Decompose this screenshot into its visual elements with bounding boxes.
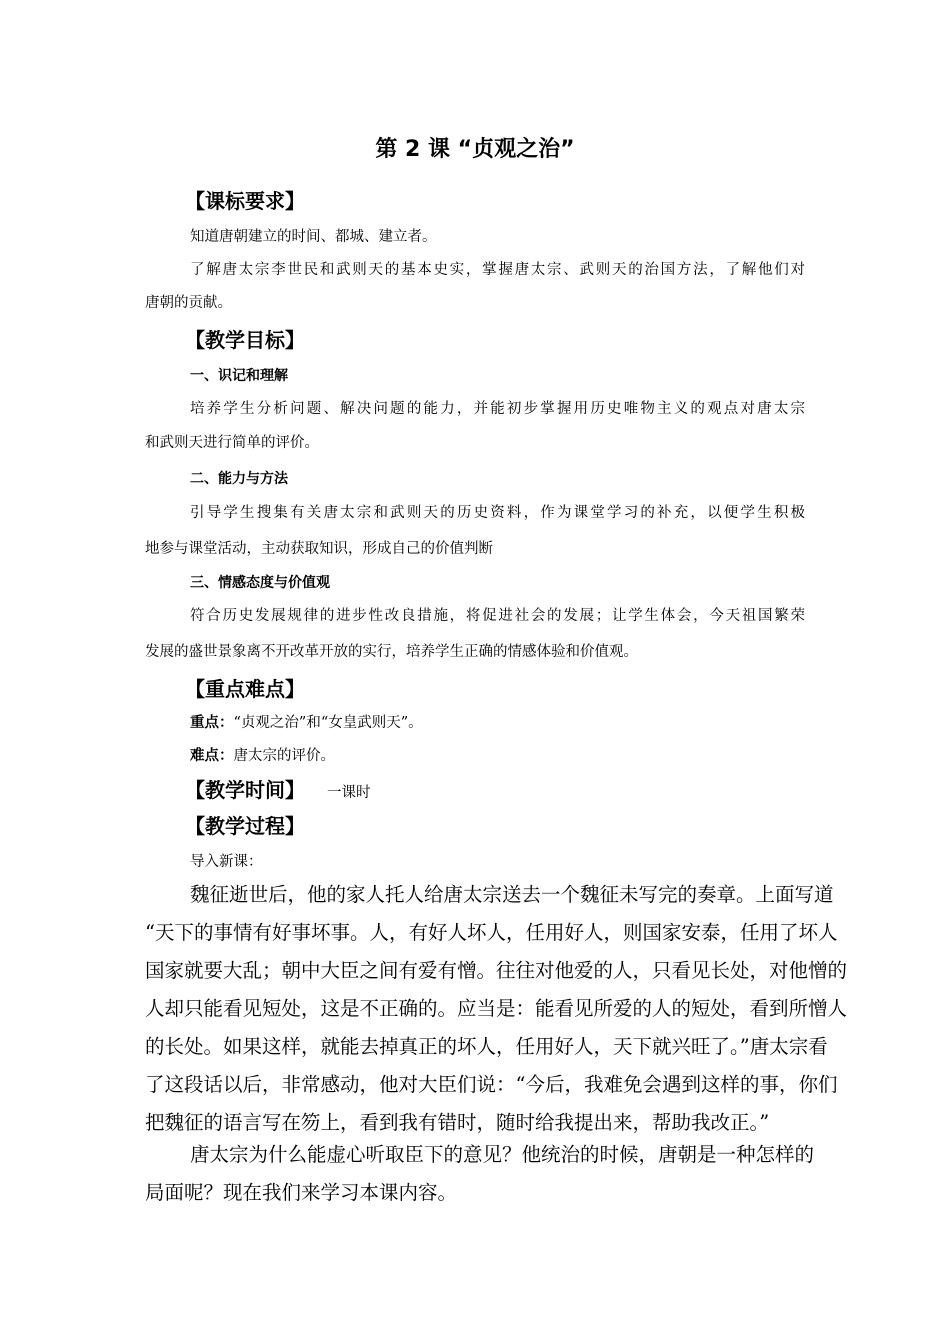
heading-curriculum-standards: 【课标要求】 [185,189,305,213]
story-line-4: 人却只能看见短处，这是不正确的。应当是：能看见所爱的人的短处，看到所憎人 [145,997,848,1020]
story-line-6: 了这段话以后，非常感动，他对大臣们说：“今后，我难免会遇到这样的事，你们 [145,1073,838,1096]
story-line-5: 的长处。如果这样，就能去掉真正的坏人，任用好人，天下就兴旺了。”唐太宗看 [145,1035,828,1058]
heading-teaching-time: 【教学时间】 [185,778,305,802]
story-line-1: 魏征逝世后，他的家人托人给唐太宗送去一个魏征未写完的奏章。上面写道 [190,883,834,906]
question-line-1: 唐太宗为什么能虚心听取臣下的意见？他统治的时候，唐朝是一种怎样的 [190,1143,815,1166]
key-point-label: 重点： [190,715,234,731]
lesson-title: 第 2 课 “贞观之治” [375,137,575,162]
curriculum-paragraph-1: 知道唐朝建立的时间、都城、建立者。 [190,229,437,245]
intro-label: 导入新课： [190,854,263,870]
heading-key-difficult-points: 【重点难点】 [185,677,305,701]
story-line-7: 把魏征的语言写在笏上，看到我有错时，随时给我提出来，帮助我改正。” [145,1111,770,1134]
objective-1-line-2: 和武则天进行简单的评价。 [145,435,319,451]
objective-2-line-1: 引导学生搜集有关唐太宗和武则天的历史资料，作为课堂学习的补充，以便学生积极 [190,505,805,521]
curriculum-paragraph-2-line-1: 了解唐太宗李世民和武则天的基本史实，掌握唐太宗、武则天的治国方法，了解他们对 [190,262,805,278]
curriculum-paragraph-2-line-2: 唐朝的贡献。 [145,295,232,311]
subheading-memory-understanding: 一、识记和理解 [190,368,288,384]
subheading-ability-method: 二、能力与方法 [190,471,288,487]
objective-2-line-2: 地参与课堂活动，主动获取知识，形成自己的价值判断 [145,541,493,557]
question-line-2: 局面呢？现在我们来学习本课内容。 [145,1181,458,1204]
teaching-time-value: 一课时 [327,785,371,801]
key-point-row [190,712,423,734]
key-point-text: “贞观之治”和“女皇武则天”。 [233,715,423,731]
objective-1-line-1: 培养学生分析问题、解决问题的能力，并能初步掌握用历史唯物主义的观点对唐太宗 [190,401,805,417]
difficult-point-text: 唐太宗的评价。 [233,748,335,764]
heading-teaching-objectives: 【教学目标】 [185,328,305,352]
difficult-point-label: 难点： [190,748,234,764]
story-line-2: “天下的事情有好事坏事。人，有好人坏人，任用好人，则国家安泰，任用了坏人 [145,921,838,944]
subheading-values: 三、情感态度与价值观 [190,575,330,591]
objective-3-line-1: 符合历史发展规律的进步性改良措施，将促进社会的发展；让学生体会，今天祖国繁荣 [190,608,805,624]
story-line-3: 国家就要大乱；朝中大臣之间有爱有憎。往往对他爱的人，只看见长处，对他憎的 [145,959,848,982]
difficult-point-row [190,745,335,767]
objective-3-line-2: 发展的盛世景象离不开改革开放的实行，培养学生正确的情感体验和价值观。 [145,644,638,660]
teaching-time-row [185,775,371,808]
heading-teaching-process: 【教学过程】 [185,814,305,838]
